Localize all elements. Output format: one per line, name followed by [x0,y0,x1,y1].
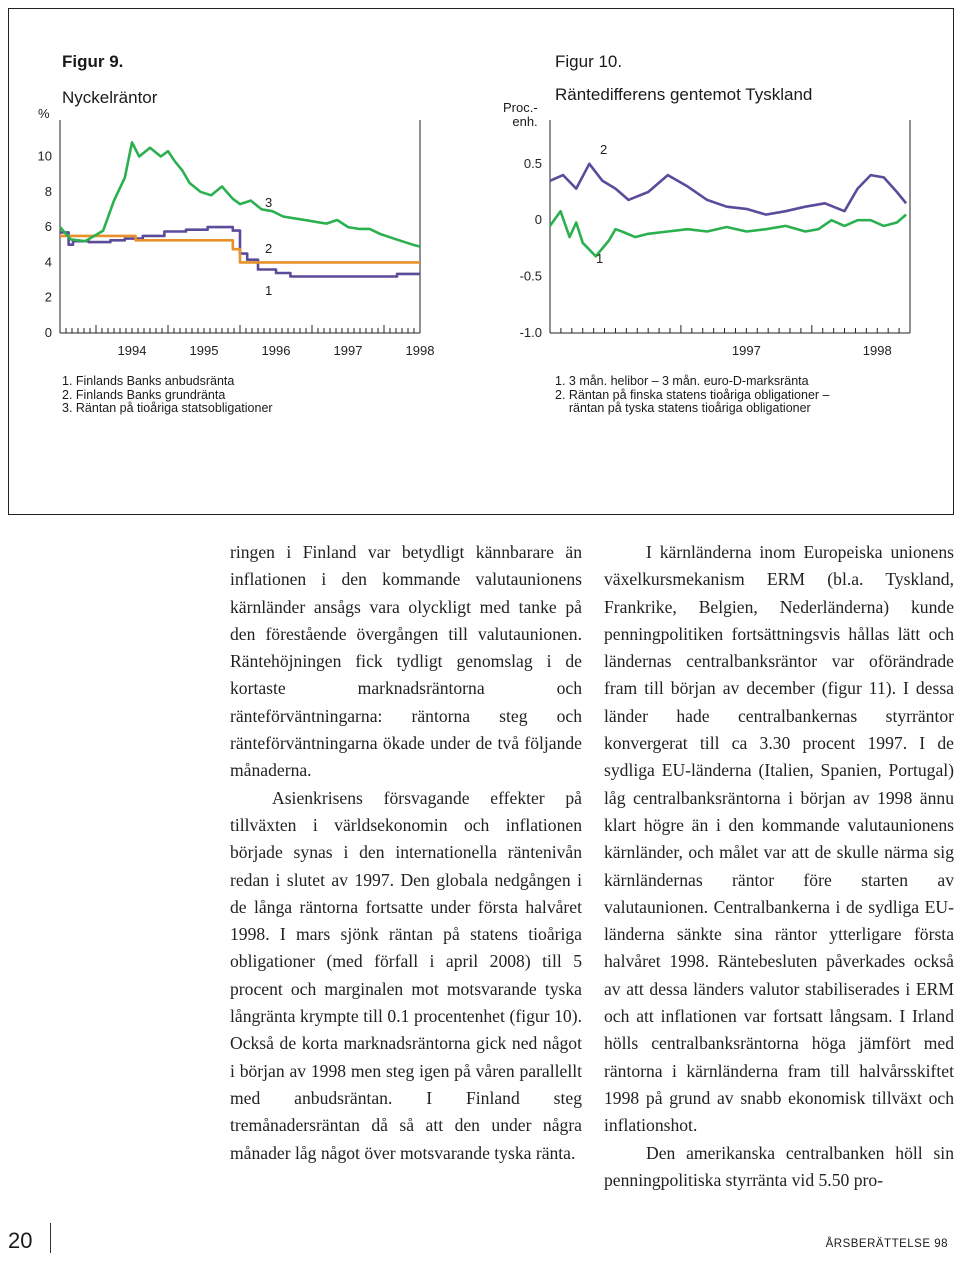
series-label-3: 3 [265,195,273,210]
y-tick-label: 0 [534,212,542,228]
x-tick-label: 1998 [862,343,892,358]
series-line-1 [550,211,906,256]
fig10-title: Räntedifferens gentemot Tyskland [555,85,813,104]
y-tick-label: 4 [44,254,52,270]
footer-divider [50,1223,51,1253]
series-line-2 [550,164,906,215]
fig9-unit: % [38,106,50,121]
fig10-legend: 1. 3 mån. helibor – 3 mån. euro-D-marksränta 2. Räntan på finska statens tioåriga obligationer – räntan på tyska statens tioåriga obligationer [555,374,830,415]
y-tick-label: 10 [37,148,52,164]
series-label-2: 2 [265,241,273,256]
fig10-chart [510,118,930,378]
text-column-right [604,539,954,1194]
fig9-legend: 1. Finlands Banks anbudsränta 2. Finlands Banks grundränta 3. Räntan på tioåriga statsobligationer [62,374,273,415]
series-label-1: 1 [265,283,273,298]
paragraph: Den amerikanska centralbanken höll sin penningpolitiska styrränta vid 5.50 pro- [604,1142,954,1190]
series-label-2: 2 [600,142,608,157]
series-label-1: 1 [596,251,604,266]
x-tick-label: 1996 [261,343,291,358]
y-tick-label: -0.5 [519,268,542,284]
y-tick-label: -1.0 [519,325,542,340]
y-tick-label: 6 [44,219,52,235]
x-tick-label: 1997 [333,343,363,358]
fig9-label: Figur 9. [62,52,124,71]
x-tick-label: 1994 [117,343,147,358]
page-number: 20 [8,1228,33,1253]
x-tick-label: 1997 [731,343,761,358]
fig9-title: Nyckelräntor [62,88,158,107]
y-tick-label: 2 [44,289,52,305]
x-tick-label: 1995 [189,343,219,358]
paragraph: Asienkrisens försvagande effekter på tillväxten i världsekonomin och inflationen började synas i den internationella räntenivån redan i slutet av 1997. Den globala nedgången i de långa räntorna fortsatte under första halvåret 1998. I mars sjönk räntan på statens tioåriga obligationer (med förfall i april 2008) till 5 procent och marginalen mot motsvarande tyska långränta krympte till 0.1 procentenhet (figur 10). Också de korta marknadsräntorna gick ned något i början av 1998 men steg igen på våren parallellt med anbudsräntan. I Finland steg tremånadersräntan då så att den under några månader låg något över motsvarande tyska ränta. [230,787,582,1163]
y-tick-label: 0 [44,325,52,340]
x-tick-label: 1998 [405,343,435,358]
fig10-label: Figur 10. [555,52,623,71]
paragraph: ringen i Finland var betydligt kännbarare än inflationen i den kommande valutaunionens kärnländer ansågs vara olyckligt med tanke på den förestående övergången till valutaunionen. Räntehöjningen fick tydligt genomslag i de kortaste marknadsräntorna och ränteförväntningarna: räntorna steg och ränteförväntningarna ökade under de två följande månaderna. [230,542,582,781]
y-tick-label: 0.5 [523,155,542,171]
paragraph: I kärnländerna inom Europeiska unionens växelkursmekanism ERM (bl.a. Tyskland, Frankrike, Belgien, Nederländerna) kunde penningpolitiken fortsättningsvis hållas lätt och ländernas centralbanksräntor var oförändrade fram till början av december (figur 11). I dessa länder hade centralbankernas styrräntor konvergerat till ca 3.30 procent 1997. I de sydliga EU-länderna (Italien, Spanien, Portugal) låg centralbanksräntorna i början av 1998 ännu klart högre än i den kommande valutaunionens kärnländer, och målet var att de skulle närma sig kärnländernas räntor före starten av valutaunionen. Centralbankerna i de sydliga EU-länderna sänkte sina räntor ytterligare första halvåret 1998. Räntebesluten påverkades också av att dessa länders valutor stabiliserades i ERM och att inflationen var fortsatt långsam. I Irland hölls centralbanksräntorna höga jämfört med räntorna i kärnländerna fram till halvårsskiftet 1998 på grund av snabb ekonomisk tillväxt och inflationshot. [604,542,954,1136]
footer-title: ÅRSBERÄTTELSE 98 [825,1238,948,1250]
fig10-unit: Proc.- enh. [503,100,538,129]
fig9-chart [20,118,440,378]
text-column-left [230,539,582,1167]
y-tick-label: 8 [44,183,52,199]
